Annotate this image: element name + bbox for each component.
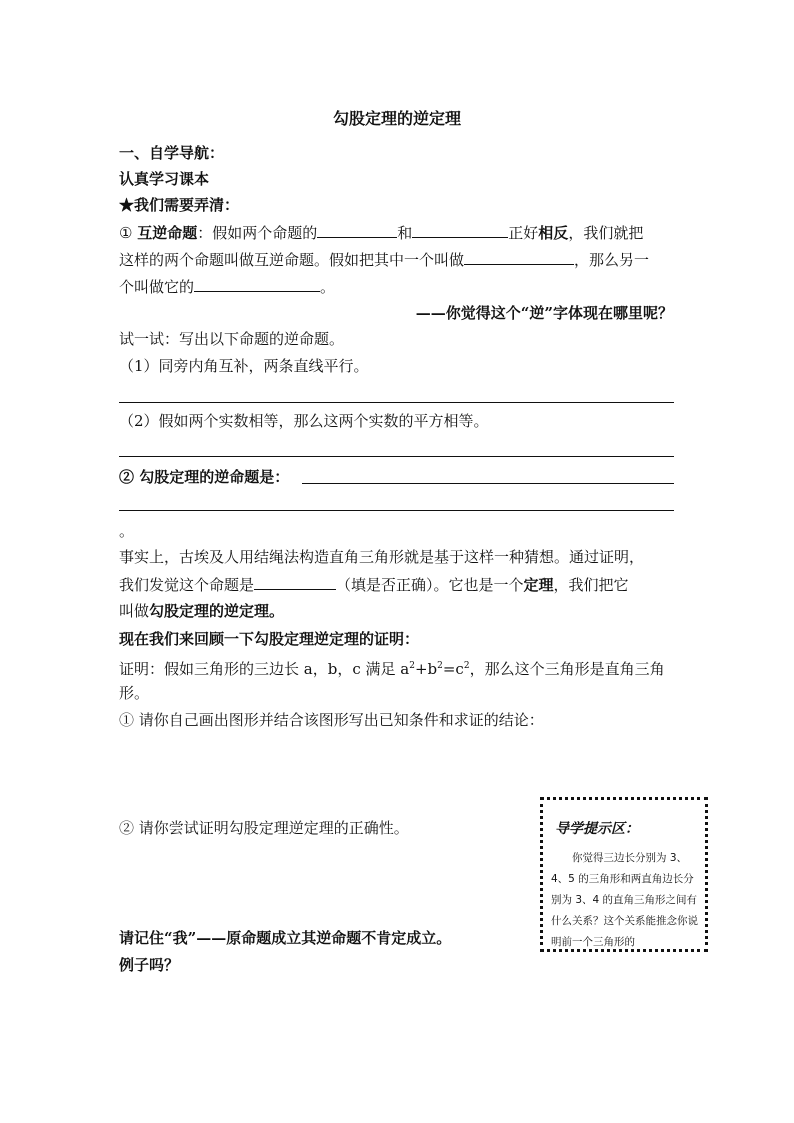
example-1: （1）同旁内角互补，两条直线平行。 [119, 357, 369, 375]
example-2: （2）假如两个实数相等，那么这两个实数的平方相等。 [119, 412, 489, 430]
text-fragment: ，那么另一 [574, 251, 650, 269]
answer-line[interactable] [119, 456, 674, 457]
text-fragment: 这样的两个命题叫做互逆命题。假如把其中一个叫做 [119, 251, 465, 269]
text-fragment: ，我们把它 [553, 576, 629, 594]
text-fragment: ，我们就把 [568, 224, 644, 242]
proof-line-1 [119, 655, 665, 680]
keyword-theorem: 定理 [523, 576, 554, 594]
text-fragment: 正好 [508, 224, 539, 242]
text-fragment: 叫做 [119, 602, 150, 620]
keyword-converse-theorem: 勾股定理的逆定理。 [149, 602, 285, 620]
period-mark: 。 [119, 522, 135, 540]
converse-theorem-line [119, 466, 289, 488]
read-textbook-line: 认真学习课本 [119, 170, 210, 188]
fact-line-3 [119, 600, 284, 622]
text-fragment: ：假如两个命题的 [197, 224, 318, 242]
fact-line-2 [119, 573, 629, 596]
must-clarify-line: ★我们需要弄清： [119, 196, 240, 214]
paragraph-1-line-2 [119, 248, 649, 271]
hint-title: 导学提示区： [555, 821, 639, 837]
answer-line[interactable] [302, 483, 674, 484]
fill-blank[interactable] [194, 275, 320, 292]
text-fragment: ，那么这个三角形是直角三角 [469, 660, 665, 678]
try-it-line: 试一试：写出以下命题的逆命题。 [119, 330, 345, 348]
item-number: ① [119, 224, 133, 242]
review-heading: 现在我们来回顾一下勾股定理逆定理的证明： [119, 630, 420, 648]
proof-line-2: 形。 [119, 684, 150, 702]
fill-blank[interactable] [254, 573, 336, 590]
text-fragment: 。 [320, 278, 336, 296]
text-fragment: +b [414, 660, 438, 678]
fill-blank[interactable] [317, 221, 397, 238]
example-question: 例子吗？ [119, 956, 180, 974]
keyword-opposite: 相反 [538, 224, 569, 242]
step-2: ② 请你尝试证明勾股定理逆定理的正确性。 [119, 819, 409, 837]
text-fragment: （填是否正确）。它也是一个 [336, 576, 524, 594]
page-title: 勾股定理的逆定理 [332, 109, 461, 128]
text-fragment: =c [442, 660, 464, 678]
converse-prompt: ② 勾股定理的逆命题是： [119, 468, 290, 486]
remember-line: 请记住“我”——原命题成立其逆命题不肯定成立。 [119, 929, 452, 947]
fact-line-1: 事实上，古埃及人用结绳法构造直角三角形就是基于这样一种猜想。通过证明， [119, 548, 645, 566]
section-heading: 一、自学导航： [119, 144, 225, 162]
question-line: ——你觉得这个“逆”字体现在哪里呢？ [415, 304, 673, 322]
hint-box [540, 797, 708, 952]
superscript: 2 [437, 661, 443, 671]
hint-body: 你觉得三边长分别为 3、4、5 的三角形和两直角边长分别为 3、4 的直角三角形之间有什么关系？这个关系能推念你说明前一个三角形的 [551, 852, 698, 948]
step-1: ① 请你自己画出图形并结合该图形写出已知条件和求证的结论： [119, 711, 544, 729]
text-fragment: 和 [397, 224, 413, 242]
paragraph-1-line-1 [119, 221, 643, 244]
text-fragment: 个叫做它的 [119, 278, 195, 296]
paragraph-1-line-3 [119, 275, 335, 298]
superscript: 2 [409, 661, 415, 671]
term-inverse-propositions: 互逆命题 [137, 224, 198, 242]
answer-line[interactable] [119, 510, 674, 511]
fill-blank[interactable] [412, 221, 508, 238]
fill-blank[interactable] [464, 248, 574, 265]
answer-line[interactable] [119, 402, 674, 403]
text-fragment: 证明：假如三角形的三边长 a，b，c 满足 a [119, 660, 410, 678]
text-fragment: 我们发觉这个命题是 [119, 576, 255, 594]
superscript: 2 [463, 661, 470, 671]
